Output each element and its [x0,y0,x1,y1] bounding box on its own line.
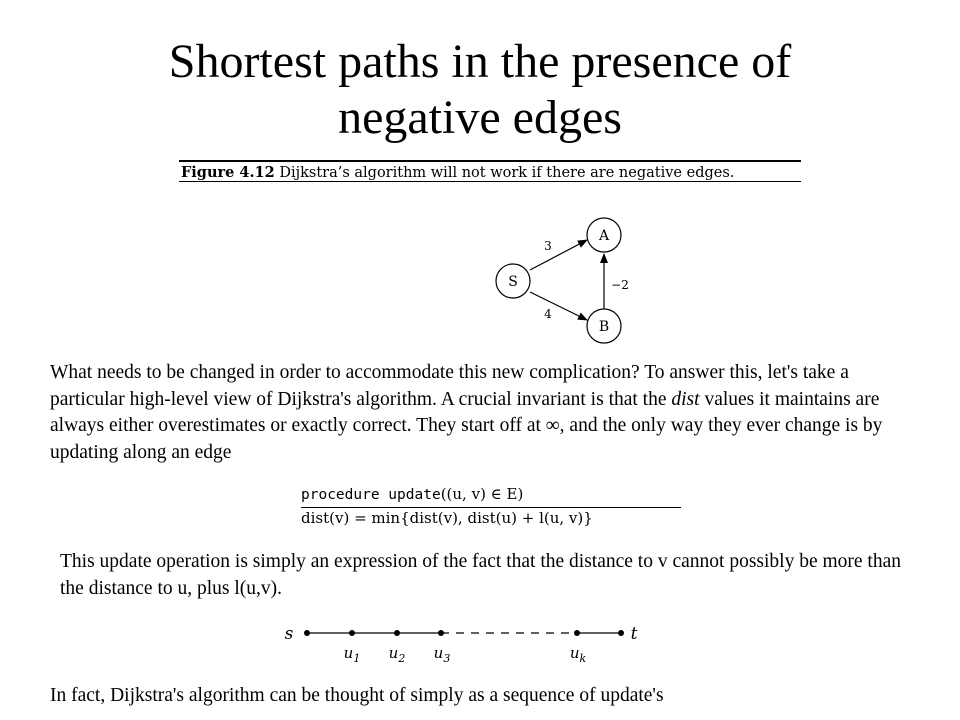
graph-diagram [480,205,650,350]
procedure-keyword: procedure update [301,487,441,503]
path-node-u3 [438,630,444,636]
paragraph-update-meaning: This update operation is simply an expression of the fact that the distance to v cannot possibly be more than the distance to u, plus l(u,v). [60,551,902,599]
procedure-body: dist(v) = min{dist(v), dist(u) + l(u, v)} [301,509,593,527]
path-node-uk [574,630,580,636]
path-diagram [280,618,650,664]
path-node-t [618,630,624,636]
path-label-u3: $u_3$ [433,644,451,664]
path-node-u2 [394,630,400,636]
figure-caption [179,160,801,182]
figure-label: Figure 4.12 [181,164,275,181]
paragraph1-part2: values it maintains are always either overestimates or exactly correct. They start off at ∞, and the only way they ever change is by updating along an edge [50,388,883,463]
path-label-u1: $u_1$ [343,644,361,664]
title-line-2: negative edges [338,91,622,144]
path-label-s: s [284,624,294,644]
procedure-signature: ((u, v) ∈ E) [440,485,524,503]
path-node-u1 [349,630,355,636]
path-node-s [304,630,310,636]
edge-s-a [530,240,587,270]
edge-s-b-weight: 4 [544,307,552,321]
node-a-label: A [598,228,610,244]
node-s-label: S [508,274,518,290]
figure-caption-text [181,164,734,181]
title-line-1: Shortest paths in the presence of [168,35,792,88]
node-b-label: B [598,319,610,335]
edge-b-a-weight: −2 [611,278,629,292]
slide-title [0,34,960,146]
paragraph1-dist-word: dist [671,388,700,410]
path-label-u2: $u_2$ [388,644,406,664]
paragraph-update-sequence: In fact, Dijkstra's algorithm can be thought of simply as a sequence of update's [50,685,664,706]
edge-s-b [530,292,587,320]
edge-s-a-weight: 3 [544,239,552,253]
procedure-header [301,485,681,508]
paragraph1-part1: What needs to be changed in order to accommodate this new complication? To answer this, let's take a particular high-level view of Dijkstra's algorithm. A crucial invariant is that the [50,362,849,410]
paragraph-dijkstra-invariant [50,360,910,466]
path-label-t: t [630,624,638,644]
procedure-update-box [301,485,681,531]
path-label-uk: $u_k$ [569,644,587,664]
figure-caption-body: Dijkstra’s algorithm will not work if there are negative edges. [279,165,735,181]
